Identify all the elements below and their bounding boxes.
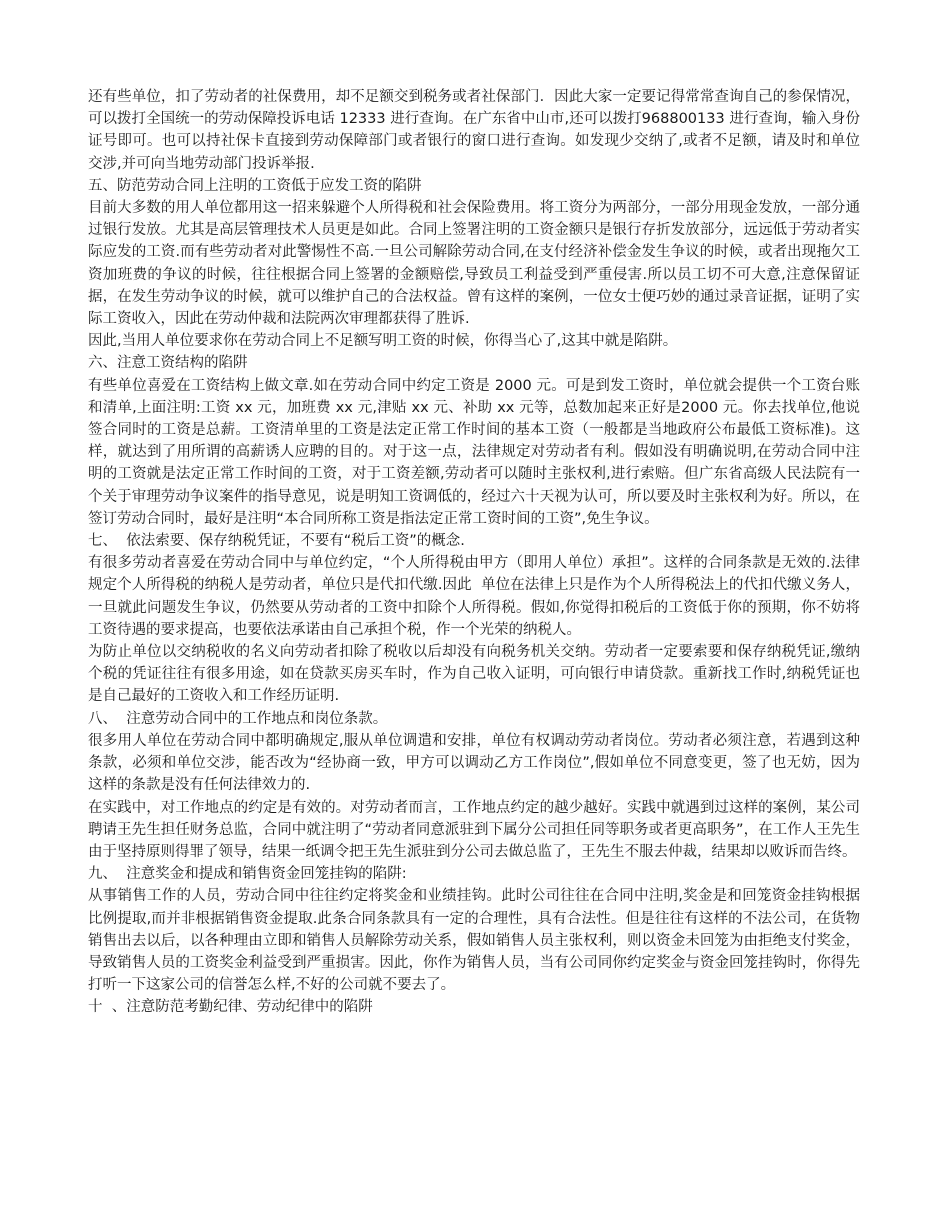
paragraph-income-tax: 有很多劳动者喜爱在劳动合同中与单位约定，“个人所得税由甲方（即用人单位）承担”。这样的合同条款是无效的.法律规定个人所得税的纳税人是劳动者，单位只是代扣代缴.因此 单位在法律上只是作为个人所得税法上的代扣代缴义务人，一旦就此问题发生争议，仍然要从劳动者的工资中扣除个人所得税。假如,你觉得扣税后的工资低于你的预期，你不妨将工资待遇的要求提高，也要依法承诺由自己承担个税，作一个光荣的纳税人。: [88, 555, 860, 638]
paragraph-sales-bonus: 从事销售工作的人员，劳动合同中往往约定将奖金和业绩挂钩。此时公司往往在合同中注明,奖金是和回笼资金挂钩根据比例提取,而并非根据销售资金提取.此条合同条款具有一定的合理性，具有合法性。但是往往有这样的不法公司，在货物销售出去以后，以各种理由立即和销售人员解除劳动关系，假如销售人员主张权利，则以资金未回笼为由拒绝支付奖金，导致销售人员的工资奖金利益受到严重损害。因此，你作为销售人员，当有公司同你约定奖金与资金回笼挂钩时，你得先打听一下这家公司的信誉怎么样,不好的公司就不要去了。: [88, 888, 860, 994]
paragraph-work-location: 在实践中，对工作地点的约定是有效的。对劳动者而言，工作地点约定的越少越好。实践中就遇到过这样的案例，某公司聘请王先生担任财务总监，合同中就注明了“劳动者同意派驻到下属分公司担任同等职务或者更高职务”，在工作人王先生由于坚持原则得罪了领导，结果一纸调令把王先生派驻到分公司去做总监了，王先生不服去仲裁，结果却以败诉而告终。: [88, 799, 860, 860]
heading-section-9: 九、 注意奖金和提成和销售资金回笼挂钩的陷阱:: [88, 866, 407, 883]
paragraph-job-transfer: 很多用人单位在劳动合同中都明确规定,服从单位调遣和安排，单位有权调动劳动者岗位。劳动者必须注意，若遇到这种条款，必须和单位交涉，能否改为“经协商一致，甲方可以调动乙方工作岗位”,假如单位不同意变更，签了也无妨，因为这样的条款是没有任何法律效力的.: [88, 732, 860, 794]
paragraph-wage-split: 目前大多数的用人单位都用这一招来躲避个人所得税和社会保险费用。将工资分为两部分，一部分用现金发放，一部分通过银行发放。尤其是高层管理技术人员更是如此。合同上签署注明的工资金额只是银行存折发放部分，远远低于劳动者实际应发的工资.而有些劳动者对此警惕性不高.一旦公司解除劳动合同,在支付经济补偿金发生争议的时候，或者出现拖欠工资加班费的争议的时候，往往根据合同上签署的金额赔偿,导致员工利益受到严重侵害.所以员工切不可大意,注意保留证据，在发生劳动争议的时候，就可以维护自己的合法权益。曾有这样的案例，一位女士便巧妙的通过录音证据，证明了实际工资收入，因此在劳动仲裁和法院两次审理都获得了胜诉.: [88, 200, 860, 328]
paragraph-tax-receipt: 为防止单位以交纳税收的名义向劳动者扣除了税收以后却没有向税务机关交纳。劳动者一定要索要和保存纳税凭证,缴纳个税的凭证往往有很多用途，如在贷款买房买车时，作为自己收入证明，可向银行申请贷款。重新找工作时,纳税凭证也是自己最好的工资收入和工作经历证明.: [88, 644, 860, 705]
heading-section-8: 八、 注意劳动合同中的工作地点和岗位条款。: [88, 710, 388, 727]
paragraph-wage-warning: 因此,当用人单位要求你在劳动合同上不足额写明工资的时候，你得当心了,这其中就是陷阱。: [88, 333, 678, 350]
heading-section-5: 五、防范劳动合同上注明的工资低于应发工资的陷阱: [88, 177, 422, 194]
paragraph-wage-structure: 有些单位喜爱在工资结构上做文章.如在劳动合同中约定工资是 2000 元。可是到发工资时，单位就会提供一个工资台账和清单,上面注明:工资 xx 元，加班费 xx 元,津贴 xx 元、补助 xx 元等，总数加起来正好是2000 元。你去找单位,他说签合同时的工资是总薪。工资清单里的工资是法定正常工作时间的基本工资（一般都是当地政府公布最低工资标准)。这样，就达到了用所谓的高薪诱人应聘的目的。对于这一点，法律规定对劳动者有利。假如没有明确说明,在劳动合同中注明的工资就是法定正常工作时间的工资，对于工资差额,劳动者可以随时主张权利,进行索赔。但广东省高级人民法院有一个关于审理劳动争议案件的指导意见，说是明知工资调低的，经过六十天视为认可，所以要及时主张权利为好。所以，在签订劳动合同时，最好是注明“本合同所称工资是指法定正常工资时间的工资”,免生争议。: [88, 377, 860, 527]
paragraph-social-insurance: 还有些单位，扣了劳动者的社保费用，却不足额交到税务或者社保部门．因此大家一定要记得常常查询自己的参保情况，可以拨打全国统一的劳动保障投诉电话 12333 进行查询。在广东省中山市,还可以拨打968800133 进行查询，输入身份证号即可。也可以持社保卡直接到劳动保障部门或者银行的窗口进行查询。如发现少交纳了,或者不足额，请及时和单位交涉,并可向当地劳动部门投诉举报.: [88, 89, 860, 172]
heading-section-6: 六、注意工资结构的陷阱: [88, 355, 248, 372]
document-body: [88, 86, 860, 1019]
heading-section-7: 七、 依法索要、保存纳税凭证，不要有“税后工资”的概念.: [88, 533, 465, 550]
heading-section-10: 十 、注意防范考勤纪律、劳动纪律中的陷阱: [88, 999, 373, 1016]
